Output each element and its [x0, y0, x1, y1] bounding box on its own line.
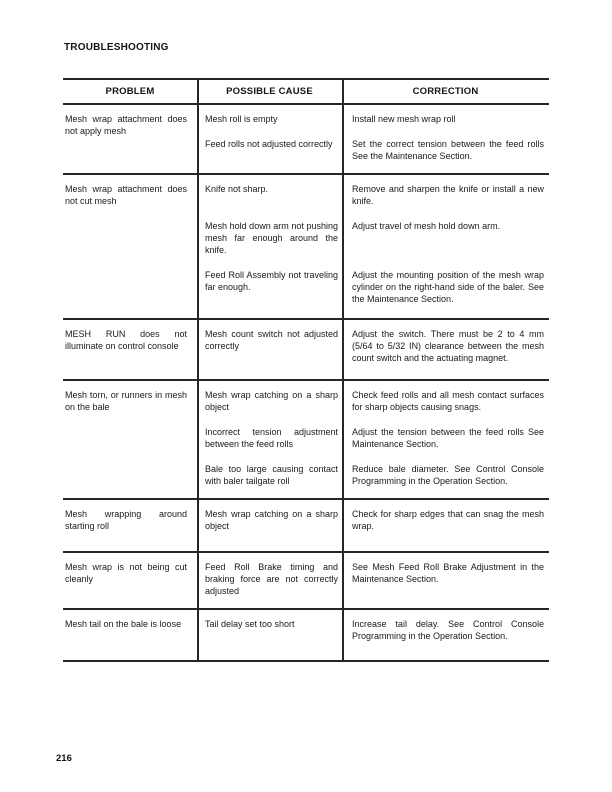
- problem-text: Mesh wrap is not being cut cleanly: [65, 562, 187, 584]
- cause-text: Feed rolls not adjusted correctly: [205, 139, 333, 149]
- problem-text: Mesh wrap attachment does not cut mesh: [65, 184, 187, 206]
- table-header-row: [63, 80, 549, 105]
- cause-text: Feed Roll Brake timing and braking force are not correctly adjusted: [205, 562, 338, 596]
- cause-correction-entry: [197, 328, 549, 364]
- correction-text: Install new mesh wrap roll: [352, 114, 456, 124]
- table-row: [63, 500, 549, 553]
- problem-text: Mesh torn, or runners in mesh on the bale: [65, 390, 187, 412]
- cause-text: Knife not sharp.: [205, 184, 269, 194]
- cause-correction-entry: [197, 508, 549, 532]
- cause-correction-entries: [197, 105, 549, 173]
- table-row: [63, 175, 549, 320]
- cause-correction-entry: [197, 426, 549, 450]
- cause-text: Mesh roll is empty: [205, 114, 278, 124]
- table-body: [63, 105, 549, 660]
- problem-text: MESH RUN does not illuminate on control console: [65, 329, 187, 351]
- cause-text: Mesh hold down arm not pushing mesh far enough around the knife.: [205, 221, 338, 255]
- cause-correction-entries: [197, 320, 549, 379]
- cause-correction-entry: [197, 220, 549, 256]
- cause-text: Mesh wrap catching on a sharp object: [205, 390, 338, 412]
- column-divider-2: [342, 80, 344, 660]
- header-possible-cause: POSSIBLE CAUSE: [226, 86, 313, 97]
- table-row: [63, 610, 549, 660]
- problem-text: Mesh tail on the bale is loose: [65, 619, 182, 629]
- correction-text: Adjust travel of mesh hold down arm.: [352, 221, 501, 231]
- page-number: 216: [56, 753, 72, 764]
- cause-correction-entry: [197, 561, 549, 597]
- problem-text: Mesh wrap attachment does not apply mesh: [65, 114, 187, 136]
- cause-correction-entries: [197, 500, 549, 551]
- correction-text: Adjust the tension between the feed rolls See Maintenance Section.: [352, 427, 544, 449]
- cause-correction-entries: [197, 553, 549, 608]
- correction-text: Increase tail delay. See Control Console Programming in the Operation Section.: [352, 619, 544, 641]
- problem-text: Mesh wrapping around starting roll: [65, 509, 187, 531]
- cause-text: Mesh count switch not adjusted correctly: [205, 329, 338, 351]
- cause-correction-entry: [197, 269, 549, 305]
- cause-correction-entry: [197, 618, 549, 642]
- correction-text: Set the correct tension between the feed rolls See the Maintenance Section.: [352, 139, 544, 161]
- cause-correction-entry: [197, 463, 549, 487]
- cause-correction-entry: [197, 113, 549, 125]
- column-divider-1: [197, 80, 199, 660]
- correction-text: Adjust the mounting position of the mesh wrap cylinder on the right-hand side of the baler. See the Maintenance Section.: [352, 270, 544, 304]
- table-row: [63, 320, 549, 381]
- cause-text: Incorrect tension adjustment between the feed rolls: [205, 427, 338, 449]
- cause-text: Bale too large causing contact with baler tailgate roll: [205, 464, 338, 486]
- header-correction: CORRECTION: [412, 86, 479, 97]
- cause-correction-entries: [197, 175, 549, 318]
- troubleshooting-table: [63, 78, 549, 662]
- cause-correction-entries: [197, 381, 549, 498]
- cause-correction-entry: [197, 389, 549, 413]
- cause-correction-entries: [197, 610, 549, 660]
- cause-text: Mesh wrap catching on a sharp object: [205, 509, 338, 531]
- table-row: [63, 381, 549, 500]
- correction-text: Reduce bale diameter. See Control Console Programming in the Operation Section.: [352, 464, 544, 486]
- table-row: [63, 553, 549, 610]
- correction-text: See Mesh Feed Roll Brake Adjustment in the Maintenance Section.: [352, 562, 544, 584]
- cause-correction-entry: [197, 138, 549, 162]
- correction-text: Remove and sharpen the knife or install a new knife.: [352, 184, 544, 206]
- cause-correction-entry: [197, 183, 549, 207]
- header-problem: PROBLEM: [105, 86, 155, 97]
- cause-text: Feed Roll Assembly not traveling far enough.: [205, 270, 338, 292]
- correction-text: Check for sharp edges that can snag the mesh wrap.: [352, 509, 544, 531]
- section-title: TROUBLESHOOTING: [64, 42, 169, 53]
- table-row: [63, 105, 549, 175]
- cause-text: Tail delay set too short: [205, 619, 295, 629]
- correction-text: Check feed rolls and all mesh contact surfaces for sharp objects causing snags.: [352, 390, 544, 412]
- correction-text: Adjust the switch. There must be 2 to 4 mm (5/64 to 5/32 IN) clearance between the mesh count switch and the actuating magnet.: [352, 329, 544, 363]
